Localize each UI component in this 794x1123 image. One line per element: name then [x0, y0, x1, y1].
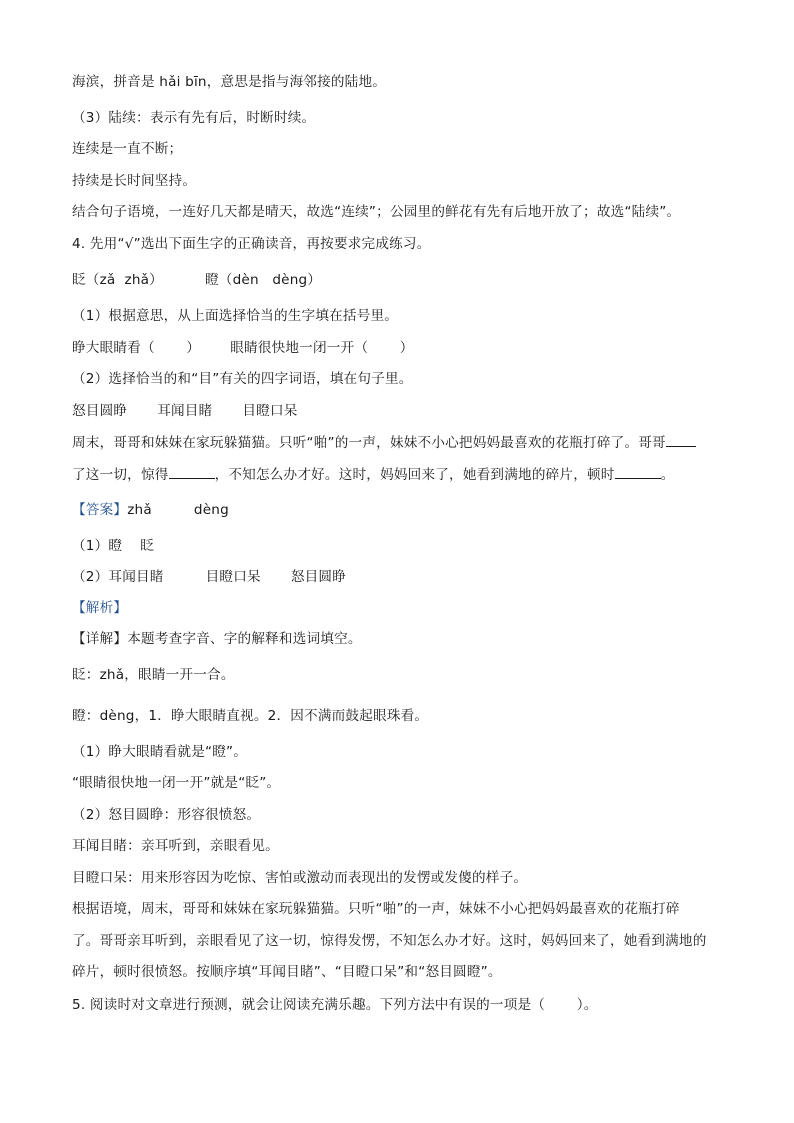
analysis-heading	[72, 599, 127, 617]
line-text: 本题考查字音、字的解释和选词填空。	[127, 631, 362, 647]
answer-value: 目瞪口呆	[205, 569, 261, 585]
text-line	[72, 73, 386, 91]
detail-tag: 【详解】	[72, 631, 128, 647]
text-line	[72, 370, 413, 388]
line-text: 眨：zhǎ，眼睛一开一合。	[72, 667, 235, 683]
question-4	[72, 235, 431, 253]
line-text: “眼睛很快地一闭一开”就是“眨”。	[72, 775, 281, 791]
line-text: （1）根据意思，从上面选择恰当的生字填在括号里。	[72, 308, 399, 324]
text-line	[72, 109, 315, 127]
option-deng: 瞪（dèn dèng）	[204, 272, 322, 288]
line-text: 结合句子语境，一连好几天都是晴天，故选“连续”；公园里的鲜花有先有后地开放了；故选“陆续”。	[72, 204, 681, 220]
passage-line	[72, 433, 696, 452]
idiom-choices	[72, 402, 298, 420]
text-line	[72, 932, 707, 950]
blank-item: 睁大眼睛看（ ）	[72, 340, 201, 356]
line-text: 连续是一直不断；	[72, 141, 183, 157]
idiom-1: 怒目圆睁	[72, 403, 128, 419]
question-text: 5. 阅读时对文章进行预测，就会让阅读充满乐趣。下列方法中有误的一项是（ ）。	[72, 997, 598, 1013]
line-text: 耳闻目睹：亲耳听到，亲眼看见。	[72, 838, 279, 854]
option-zha: 眨（zǎ zhǎ）	[72, 272, 163, 288]
text-line	[72, 774, 280, 792]
question-text: 4. 先用“√”选出下面生字的正确读音，再按要求完成练习。	[72, 236, 431, 252]
answer-blank	[169, 465, 215, 479]
line-text: 持续是长时间坚持。	[72, 173, 197, 189]
text-line	[72, 666, 235, 684]
text-line	[72, 140, 182, 158]
answer-value: 怒目圆睁	[290, 569, 346, 585]
line-text: 了。哥哥亲耳听到，亲眼看见了这一切，惊得发愣，不知怎么办才好。这时，妈妈回来了，她看到满地的	[72, 933, 707, 949]
line-text: 碎片，顿时很愤怒。按顺序填“耳闻目睹”、“目瞪口呆”和“怒目圆瞪”。	[72, 964, 502, 980]
text-line	[72, 172, 196, 190]
blank-item: 眼睛很快地一闭一开（ ）	[230, 340, 414, 356]
text-line	[72, 307, 398, 325]
answer-value: （1）瞪	[72, 538, 123, 554]
answer-line	[72, 537, 154, 555]
fill-blanks	[72, 339, 414, 357]
answer-line	[72, 501, 229, 519]
line-text: 周末，哥哥和妹妹在家玩躲猫猫。只听“啪”的一声，妹妹不小心把妈妈最喜欢的花瓶打碎了。哥哥	[72, 435, 666, 451]
line-text: （2）怒目圆睁：形容很愤怒。	[72, 807, 261, 823]
answer-blank	[666, 433, 696, 447]
line-text: 目瞪口呆：用来形容因为吃惊、害怕或激动而表现出的发愣或发傻的样子。	[72, 870, 528, 886]
line-text: 根据语境，周末，哥哥和妹妹在家玩躲猫猫。只听“啪”的一声，妹妹不小心把妈妈最喜欢的花瓶打碎	[72, 901, 680, 917]
pinyin-options	[72, 271, 321, 289]
analysis-tag: 【解析】	[72, 600, 128, 616]
text-line	[72, 869, 527, 887]
line-text: 瞪：dèng，1．睁大眼睛直视。2．因不满而鼓起眼珠看。	[72, 708, 429, 724]
answer-value: （2）耳闻目睹	[72, 569, 164, 585]
line-text: 海滨，拼音是 hǎi bīn，意思是指与海邻接的陆地。	[72, 74, 387, 90]
text-line	[72, 203, 680, 221]
line-text: ，不知怎么办才好。这时，妈妈回来了，她看到满地的碎片，顿时	[214, 467, 615, 483]
idiom-2: 耳闻目睹	[157, 403, 213, 419]
question-5	[72, 996, 598, 1014]
answer-value: dèng	[193, 502, 229, 518]
answer-blank	[615, 465, 661, 479]
answer-line	[72, 568, 346, 586]
passage-line	[72, 465, 674, 484]
line-text: 。	[660, 467, 675, 483]
detail-line	[72, 630, 362, 648]
text-line	[72, 707, 428, 725]
answer-value: zhǎ	[127, 502, 152, 518]
line-text: 了这一切，惊得	[72, 467, 169, 483]
line-text: （1）睁大眼睛看就是“瞪”。	[72, 744, 248, 760]
line-text: （2）选择恰当的和“目”有关的四字词语，填在句子里。	[72, 371, 413, 387]
text-line	[72, 743, 247, 761]
idiom-3: 目瞪口呆	[242, 403, 298, 419]
text-line	[72, 900, 680, 918]
answer-tag: 【答案】	[72, 502, 128, 518]
answer-value: 眨	[140, 538, 155, 554]
text-line	[72, 837, 279, 855]
text-line	[72, 806, 260, 824]
line-text: （3）陆续：表示有先有后，时断时续。	[72, 110, 316, 126]
text-line	[72, 963, 502, 981]
